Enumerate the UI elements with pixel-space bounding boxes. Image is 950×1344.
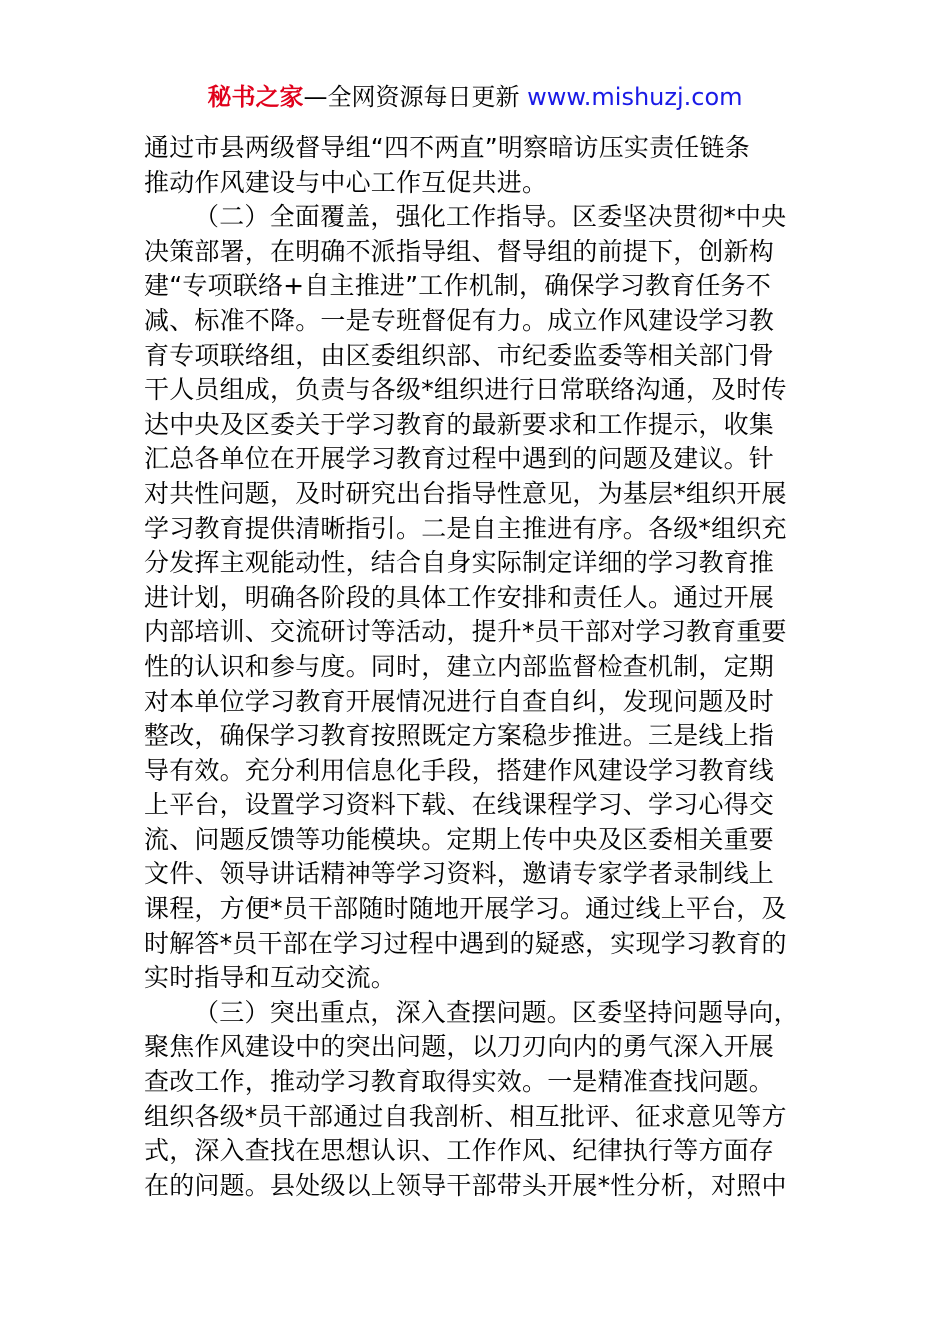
- text-line: 实时指导和互动交流。: [144, 963, 397, 993]
- site-header: [0, 80, 950, 114]
- text-line: 干人员组成，负责与各级*组织进行日常联络沟通，及时传: [144, 375, 787, 405]
- brand-name: 秘书之家: [207, 83, 304, 111]
- text-line: 通过市县两级督导组“四不两直”明察暗访压实责任链条: [144, 133, 750, 162]
- text-line: 决策部署，在明确不派指导组、督导组的前提下，创新构: [144, 236, 775, 266]
- text-line: 学习教育提供清晰指引。二是自主推进有序。各级*组织充: [144, 513, 787, 543]
- section-heading-line: （二）全面覆盖，强化工作指导。区委坚决贯彻*中央: [194, 202, 787, 232]
- text-line: 建“专项联络+自主推进”工作机制，确保学习教育任务不: [144, 271, 772, 301]
- text-line: 流、问题反馈等功能模块。定期上传中央及区委相关重要: [144, 824, 775, 854]
- text-line: 内部培训、交流研讨等活动，提升*员干部对学习教育重要: [144, 617, 787, 647]
- text-line: 时解答*员干部在学习过程中遇到的疑惑，实现学习教育的: [144, 928, 787, 958]
- document-body: [144, 131, 844, 1203]
- site-url-link[interactable]: www.mishuzj.com: [527, 83, 743, 111]
- text-line: 汇总各单位在开展学习教育过程中遇到的问题及建议。针: [144, 444, 775, 474]
- text-line: 导有效。充分利用信息化手段，搭建作风建设学习教育线: [144, 755, 775, 785]
- text-line: 上平台，设置学习资料下载、在线课程学习、学习心得交: [144, 790, 775, 820]
- text-line: 查改工作，推动学习教育取得实效。一是精准查找问题。: [144, 1067, 775, 1097]
- text-line: 达中央及区委关于学习教育的最新要求和工作提示，收集: [144, 409, 775, 439]
- text-line: 分发挥主观能动性，结合自身实际制定详细的学习教育推: [144, 548, 775, 578]
- text-line: 对本单位学习教育开展情况进行自查自纠，发现问题及时: [144, 686, 775, 716]
- text-line: 整改，确保学习教育按照既定方案稳步推进。三是线上指: [144, 721, 775, 751]
- text-line: 减、标准不降。一是专班督促有力。成立作风建设学习教: [144, 305, 775, 335]
- text-line: 推动作风建设与中心工作互促共进。: [144, 167, 548, 197]
- text-line: 在的问题。县处级以上领导干部带头开展*性分析，对照中: [144, 1170, 787, 1200]
- section-heading-line: （三）突出重点，深入查摆问题。区委坚持问题导向，: [194, 997, 799, 1027]
- text-line: 育专项联络组，由区委组织部、市纪委监委等相关部门骨: [144, 340, 775, 370]
- text-line: 式，深入查找在思想认识、工作作风、纪律执行等方面存: [144, 1136, 775, 1166]
- text-line: 聚焦作风建设中的突出问题，以刀刃向内的勇气深入开展: [144, 1032, 775, 1062]
- text-line: 组织各级*员干部通过自我剖析、相互批评、征求意见等方: [144, 1101, 787, 1131]
- text-line: 课程，方便*员干部随时随地开展学习。通过线上平台，及: [144, 894, 787, 924]
- text-line: 性的认识和参与度。同时，建立内部监督检查机制，定期: [144, 651, 775, 681]
- header-tagline: —全网资源每日更新: [303, 83, 528, 111]
- text-line: 文件、领导讲话精神等学习资料，邀请专家学者录制线上: [144, 859, 775, 889]
- text-line: 对共性问题，及时研究出台指导性意见，为基层*组织开展: [144, 478, 787, 508]
- text-line: 进计划，明确各阶段的具体工作安排和责任人。通过开展: [144, 582, 775, 612]
